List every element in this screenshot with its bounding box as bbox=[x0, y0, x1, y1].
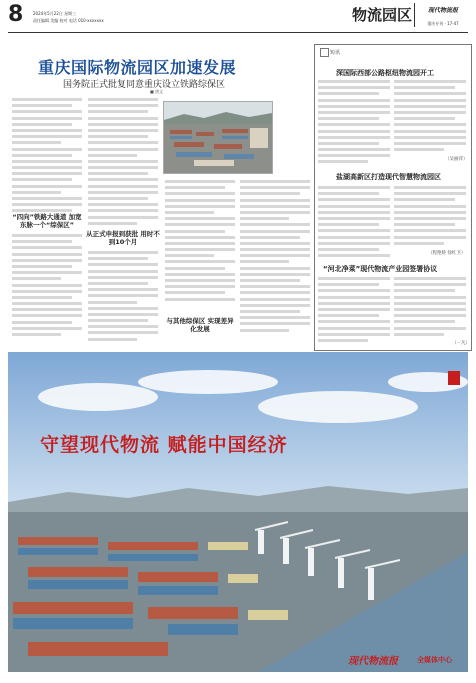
article-photo bbox=[163, 101, 273, 174]
article-column-4 bbox=[240, 180, 310, 335]
article-byline: ■ 唐文 bbox=[150, 89, 164, 94]
seal-stamp-icon bbox=[448, 371, 460, 385]
article-column-2 bbox=[88, 98, 158, 228]
header-divider bbox=[414, 3, 415, 27]
brief-headline-3: “河北净菜”现代物流产业园签署协议 bbox=[323, 265, 438, 273]
hero-slogan: 守望现代物流 赋能中国经济 bbox=[40, 434, 288, 456]
brief-1-col-a bbox=[318, 80, 390, 167]
dateline: 2024年5月22日 星期三 bbox=[33, 11, 77, 16]
article-column-1 bbox=[12, 98, 82, 216]
page-header bbox=[0, 0, 476, 30]
edition-label: 重庆专刊 · 17-47 bbox=[427, 21, 459, 26]
brief-1-credit: （吴丽萍） bbox=[445, 157, 468, 162]
brief-headline-2: 盐湖高新区打造现代智慧物流园区 bbox=[336, 173, 441, 181]
brief-icon bbox=[320, 48, 329, 57]
article-headline: 重庆国际物流园区加速发展 bbox=[38, 58, 237, 77]
brief-tag: 短讯 bbox=[330, 50, 341, 56]
brief-3-col-b bbox=[394, 277, 466, 339]
media-center-label: 全媒体中心 bbox=[417, 656, 452, 664]
article-subhead-3: 与其他综保区 实现差异化发展 bbox=[166, 317, 234, 333]
hero-port-image bbox=[8, 352, 468, 672]
article-subheadline: 国务院正式批复同意重庆设立铁路综保区 bbox=[63, 80, 226, 90]
port-aerial-image bbox=[164, 102, 272, 173]
article-column-2b bbox=[88, 251, 158, 344]
publication-logo: 现代物流报 bbox=[348, 656, 398, 667]
section-title: 物流园区 bbox=[352, 6, 413, 24]
article-column-1b bbox=[12, 234, 82, 339]
container-port-illustration bbox=[8, 352, 468, 672]
brief-2-credit: （程艳娇 徐红卫） bbox=[428, 251, 466, 256]
article-subhead-1: “四向”铁路大通道 加宽东脉一个“综保区” bbox=[12, 213, 82, 229]
brief-2-col-a bbox=[318, 186, 390, 260]
brief-1-col-b bbox=[394, 80, 466, 154]
brief-2-col-b bbox=[394, 186, 466, 248]
brief-headline-1: 深国际西部公路枢纽物流园开工 bbox=[336, 69, 434, 77]
editor-line: 责任编辑 美编 校对 电话 010-xxxxxxx bbox=[33, 18, 104, 23]
page-number: 8 bbox=[8, 2, 24, 27]
article-column-3 bbox=[165, 180, 235, 304]
article-subhead-2: 从正式申报到获批 用时不到10个月 bbox=[86, 230, 160, 246]
header-rule bbox=[8, 32, 468, 33]
brief-3-credit: （一凡） bbox=[452, 341, 470, 346]
brief-3-col-a bbox=[318, 277, 390, 345]
brand-name: 现代物流报 bbox=[427, 7, 458, 14]
